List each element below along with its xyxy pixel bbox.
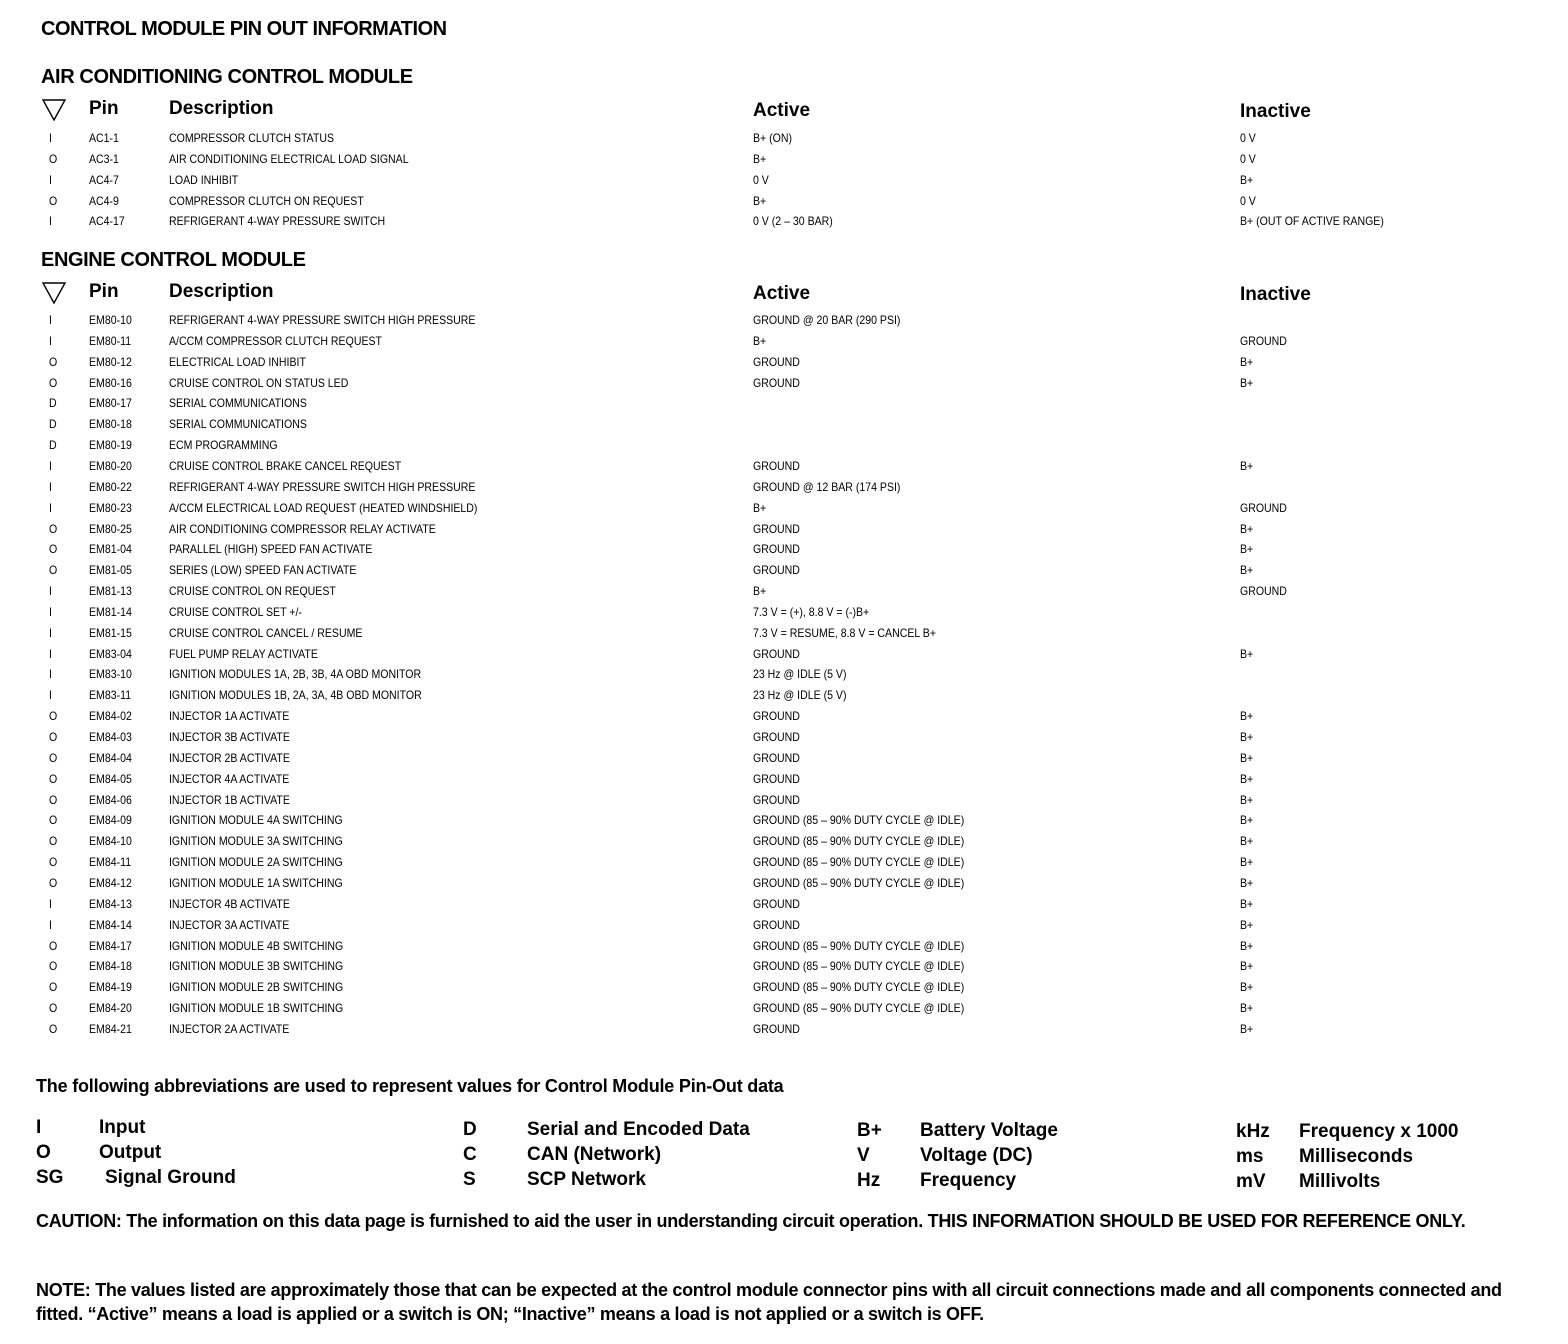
cell-description: INJECTOR 1A ACTIVATE bbox=[169, 709, 290, 724]
cell-direction: O bbox=[49, 1021, 58, 1036]
cell-direction: I bbox=[49, 313, 52, 327]
table-row bbox=[0, 626, 1568, 647]
cell-description: SERIES (LOW) SPEED FAN ACTIVATE bbox=[169, 563, 357, 578]
cell-active: GROUND (85 – 90% DUTY CYCLE @ IDLE) bbox=[753, 875, 965, 890]
table-row bbox=[0, 1001, 1568, 1022]
cell-pin: EM83-04 bbox=[89, 646, 132, 661]
table-row bbox=[0, 688, 1568, 709]
table-row bbox=[0, 959, 1568, 980]
cell-inactive: B+ bbox=[1240, 172, 1254, 187]
cell-active: GROUND (85 – 90% DUTY CYCLE @ IDLE) bbox=[753, 855, 965, 870]
cell-description: INJECTOR 4B ACTIVATE bbox=[169, 896, 290, 911]
cell-direction: O bbox=[49, 980, 58, 995]
cell-inactive: B+ bbox=[1240, 542, 1254, 557]
abbreviation-code: mV bbox=[1236, 1171, 1266, 1192]
abbreviation-meaning: Voltage (DC) bbox=[920, 1145, 1033, 1166]
abbreviation-meaning: Input bbox=[99, 1117, 146, 1138]
cell-description: IGNITION MODULE 4A SWITCHING bbox=[169, 813, 343, 828]
table-row bbox=[0, 918, 1568, 939]
cell-pin: EM81-13 bbox=[89, 584, 132, 599]
cell-inactive: 0 V bbox=[1240, 193, 1256, 208]
cell-pin: EM80-22 bbox=[89, 479, 132, 494]
cell-active: GROUND bbox=[753, 521, 800, 536]
abbreviation-meaning: SCP Network bbox=[527, 1169, 646, 1190]
cell-inactive: B+ bbox=[1240, 834, 1254, 849]
cell-active: B+ bbox=[753, 584, 767, 599]
table-row bbox=[0, 194, 1568, 215]
cell-description: IGNITION MODULES 1B, 2A, 3A, 4B OBD MONITOR bbox=[169, 688, 422, 703]
cell-direction: O bbox=[49, 375, 58, 390]
cell-active: GROUND bbox=[753, 1021, 800, 1036]
cell-description: IGNITION MODULE 4B SWITCHING bbox=[169, 938, 344, 953]
cell-active: GROUND (85 – 90% DUTY CYCLE @ IDLE) bbox=[753, 938, 965, 953]
abbreviation-code: S bbox=[463, 1169, 476, 1190]
abbreviation-meaning: Frequency x 1000 bbox=[1299, 1121, 1459, 1142]
cell-direction: I bbox=[49, 646, 52, 661]
cell-description: AIR CONDITIONING ELECTRICAL LOAD SIGNAL bbox=[169, 151, 409, 166]
cell-description: CRUISE CONTROL CANCEL / RESUME bbox=[169, 625, 363, 640]
cell-description: INJECTOR 3A ACTIVATE bbox=[169, 917, 290, 932]
cell-active: GROUND bbox=[753, 354, 800, 369]
cell-pin: EM84-04 bbox=[89, 750, 132, 765]
cell-active: 7.3 V = (+), 8.8 V = (-)B+ bbox=[753, 604, 870, 619]
cell-inactive: B+ bbox=[1240, 917, 1254, 932]
table-row bbox=[0, 563, 1568, 584]
cell-description: REFRIGERANT 4-WAY PRESSURE SWITCH HIGH PRESSURE bbox=[169, 313, 476, 327]
cell-inactive: B+ bbox=[1240, 771, 1254, 786]
cell-direction: O bbox=[49, 750, 58, 765]
table-row bbox=[0, 751, 1568, 772]
cell-pin: EM80-12 bbox=[89, 354, 132, 369]
cell-active: GROUND @ 20 BAR (290 PSI) bbox=[753, 313, 901, 327]
cell-active: GROUND (85 – 90% DUTY CYCLE @ IDLE) bbox=[753, 959, 965, 974]
page-title: CONTROL MODULE PIN OUT INFORMATION bbox=[41, 18, 447, 40]
cell-inactive: GROUND bbox=[1240, 333, 1287, 348]
cell-pin: EM81-04 bbox=[89, 542, 132, 557]
table-row bbox=[0, 313, 1568, 334]
table-row bbox=[0, 438, 1568, 459]
cell-pin: EM84-21 bbox=[89, 1021, 132, 1036]
note-text: NOTE: The values listed are approximately those that can be expected at the control module connector pins with all circuit connections made and all components connected and fitted. “Active” means a load is applied or a switch is ON; “Inactive” means a load is not applied or a switch is OFF. bbox=[36, 1280, 1502, 1324]
cell-pin: EM80-25 bbox=[89, 521, 132, 536]
abbreviation-code: kHz bbox=[1236, 1121, 1270, 1142]
section-title-acm: AIR CONDITIONING CONTROL MODULE bbox=[41, 66, 413, 88]
cell-description: IGNITION MODULE 3A SWITCHING bbox=[169, 834, 343, 849]
cell-inactive: B+ bbox=[1240, 709, 1254, 724]
abbreviation-meaning: Millivolts bbox=[1299, 1171, 1381, 1192]
cell-description: IGNITION MODULE 1A SWITCHING bbox=[169, 875, 343, 890]
cell-pin: EM84-13 bbox=[89, 896, 132, 911]
section-title-ecm: ENGINE CONTROL MODULE bbox=[41, 249, 306, 271]
abbreviation-code: V bbox=[857, 1145, 870, 1166]
cell-active: GROUND bbox=[753, 646, 800, 661]
cell-inactive: 0 V bbox=[1240, 151, 1256, 166]
cell-direction: I bbox=[49, 604, 52, 619]
cell-pin: EM84-14 bbox=[89, 917, 132, 932]
cell-description: COMPRESSOR CLUTCH STATUS bbox=[169, 131, 335, 145]
cell-direction: O bbox=[49, 1001, 58, 1016]
col-header-description: Description bbox=[169, 98, 274, 119]
col-header-description: Description bbox=[169, 281, 274, 302]
cell-direction: D bbox=[49, 417, 57, 432]
cell-direction: I bbox=[49, 917, 52, 932]
col-header-inactive: Inactive bbox=[1240, 101, 1311, 122]
cell-description: PARALLEL (HIGH) SPEED FAN ACTIVATE bbox=[169, 542, 373, 557]
cell-direction: O bbox=[49, 542, 58, 557]
cell-description: IGNITION MODULE 2A SWITCHING bbox=[169, 855, 343, 870]
table-row bbox=[0, 605, 1568, 626]
cell-inactive: B+ bbox=[1240, 354, 1254, 369]
cell-inactive: B+ bbox=[1240, 813, 1254, 828]
cell-active: 23 Hz @ IDLE (5 V) bbox=[753, 667, 847, 682]
table-row bbox=[0, 1022, 1568, 1043]
cell-pin: EM80-16 bbox=[89, 375, 132, 390]
cell-description: A/CCM COMPRESSOR CLUTCH REQUEST bbox=[169, 333, 382, 348]
table-row bbox=[0, 730, 1568, 751]
table-row bbox=[0, 584, 1568, 605]
col-header-pin: Pin bbox=[89, 98, 119, 119]
cell-direction: I bbox=[49, 667, 52, 682]
cell-inactive: B+ bbox=[1240, 792, 1254, 807]
cell-inactive: B+ bbox=[1240, 959, 1254, 974]
cell-active: 0 V (2 – 30 BAR) bbox=[753, 214, 833, 229]
table-row bbox=[0, 396, 1568, 417]
cell-direction: O bbox=[49, 813, 58, 828]
cell-inactive: B+ (OUT OF ACTIVE RANGE) bbox=[1240, 214, 1384, 229]
cell-pin: EM84-03 bbox=[89, 730, 132, 744]
cell-active: B+ bbox=[753, 333, 767, 348]
cell-active: GROUND bbox=[753, 458, 800, 473]
abbreviation-meaning: Milliseconds bbox=[1299, 1146, 1414, 1167]
table-row bbox=[0, 939, 1568, 960]
col-header-active: Active bbox=[753, 100, 811, 121]
col-header-active: Active bbox=[753, 283, 811, 304]
cell-pin: EM81-05 bbox=[89, 563, 132, 578]
table-row bbox=[0, 152, 1568, 173]
table-row bbox=[0, 417, 1568, 438]
cell-active: GROUND (85 – 90% DUTY CYCLE @ IDLE) bbox=[753, 980, 965, 995]
cell-direction: O bbox=[49, 771, 58, 786]
table-row bbox=[0, 709, 1568, 730]
cell-direction: I bbox=[49, 688, 52, 703]
cell-direction: I bbox=[49, 584, 52, 599]
table-row bbox=[0, 480, 1568, 501]
cell-direction: I bbox=[49, 479, 52, 494]
table-row bbox=[0, 793, 1568, 814]
cell-description: ECM PROGRAMMING bbox=[169, 438, 278, 453]
cell-active: GROUND bbox=[753, 792, 800, 807]
cell-description: IGNITION MODULE 1B SWITCHING bbox=[169, 1001, 344, 1016]
cell-direction: O bbox=[49, 354, 58, 369]
table-row bbox=[0, 459, 1568, 480]
cell-description: LOAD INHIBIT bbox=[169, 172, 239, 187]
cell-direction: I bbox=[49, 172, 52, 187]
cell-active: GROUND (85 – 90% DUTY CYCLE @ IDLE) bbox=[753, 1001, 965, 1016]
cell-pin: EM81-14 bbox=[89, 604, 132, 619]
cell-inactive: GROUND bbox=[1240, 500, 1287, 515]
table-row bbox=[0, 647, 1568, 668]
abbreviations-heading: The following abbreviations are used to represent values for Control Module Pin-Out data bbox=[36, 1076, 784, 1096]
table-row bbox=[0, 813, 1568, 834]
cell-description: CRUISE CONTROL BRAKE CANCEL REQUEST bbox=[169, 458, 402, 473]
cell-description: AIR CONDITIONING COMPRESSOR RELAY ACTIVATE bbox=[169, 521, 436, 536]
cell-pin: EM84-12 bbox=[89, 875, 132, 890]
cell-direction: I bbox=[49, 458, 52, 473]
cell-inactive: GROUND bbox=[1240, 584, 1287, 599]
cell-pin: EM84-19 bbox=[89, 980, 132, 995]
cell-pin: EM83-11 bbox=[89, 688, 132, 703]
cell-active: 0 V bbox=[753, 172, 769, 187]
table-row bbox=[0, 131, 1568, 152]
cell-pin: EM84-05 bbox=[89, 771, 132, 786]
cell-pin: AC1-1 bbox=[89, 131, 119, 145]
cell-description: SERIAL COMMUNICATIONS bbox=[169, 417, 307, 432]
abbreviation-code: B+ bbox=[857, 1120, 882, 1141]
table-row bbox=[0, 834, 1568, 855]
table-row bbox=[0, 501, 1568, 522]
cell-inactive: B+ bbox=[1240, 875, 1254, 890]
abbreviation-meaning: Serial and Encoded Data bbox=[527, 1119, 750, 1140]
cell-pin: EM84-10 bbox=[89, 834, 132, 849]
abbreviation-code: I bbox=[36, 1117, 42, 1138]
cell-active: GROUND bbox=[753, 917, 800, 932]
cell-pin: EM80-18 bbox=[89, 417, 132, 432]
cell-active: GROUND (85 – 90% DUTY CYCLE @ IDLE) bbox=[753, 813, 965, 828]
table-row bbox=[0, 334, 1568, 355]
cell-inactive: 0 V bbox=[1240, 131, 1256, 145]
table-row bbox=[0, 376, 1568, 397]
cell-active: GROUND bbox=[753, 563, 800, 578]
cell-direction: I bbox=[49, 333, 52, 348]
abbreviation-meaning: Signal Ground bbox=[105, 1167, 236, 1188]
cell-pin: EM83-10 bbox=[89, 667, 132, 682]
cell-pin: AC4-17 bbox=[89, 214, 125, 229]
table-row bbox=[0, 980, 1568, 1001]
cell-description: IGNITION MODULES 1A, 2B, 3B, 4A OBD MONITOR bbox=[169, 667, 422, 682]
cell-inactive: B+ bbox=[1240, 375, 1254, 390]
cell-description: FUEL PUMP RELAY ACTIVATE bbox=[169, 646, 318, 661]
cell-direction: O bbox=[49, 834, 58, 849]
cell-pin: EM80-11 bbox=[89, 333, 132, 348]
cell-direction: O bbox=[49, 959, 58, 974]
cell-description: CRUISE CONTROL ON STATUS LED bbox=[169, 375, 349, 390]
cell-active: GROUND bbox=[753, 709, 800, 724]
cell-inactive: B+ bbox=[1240, 730, 1254, 744]
cell-pin: EM84-20 bbox=[89, 1001, 132, 1016]
cell-pin: EM84-09 bbox=[89, 813, 132, 828]
cell-direction: I bbox=[49, 131, 52, 145]
cell-pin: EM80-17 bbox=[89, 396, 132, 411]
cell-direction: I bbox=[49, 896, 52, 911]
cell-description: INJECTOR 3B ACTIVATE bbox=[169, 730, 290, 744]
cell-pin: EM80-20 bbox=[89, 458, 132, 473]
cell-inactive: B+ bbox=[1240, 1001, 1254, 1016]
abbreviation-code: SG bbox=[36, 1167, 64, 1188]
table-row bbox=[0, 355, 1568, 376]
cell-direction: O bbox=[49, 521, 58, 536]
cell-pin: EM80-19 bbox=[89, 438, 132, 453]
cell-direction: D bbox=[49, 396, 57, 411]
direction-triangle-icon bbox=[42, 282, 66, 304]
cell-pin: AC3-1 bbox=[89, 151, 119, 166]
abbreviation-meaning: Battery Voltage bbox=[920, 1120, 1058, 1141]
cell-direction: O bbox=[49, 709, 58, 724]
abbreviation-meaning: Frequency bbox=[920, 1170, 1017, 1191]
cell-active: B+ bbox=[753, 193, 767, 208]
cell-direction: O bbox=[49, 938, 58, 953]
cell-active: GROUND bbox=[753, 730, 800, 744]
table-row bbox=[0, 214, 1568, 235]
cell-direction: D bbox=[49, 438, 57, 453]
caution-text: CAUTION: The information on this data page is furnished to aid the user in understanding circuit operation. THIS INFORMATION SHOULD BE USED FOR REFERENCE ONLY. bbox=[36, 1211, 1466, 1231]
cell-description: IGNITION MODULE 2B SWITCHING bbox=[169, 980, 344, 995]
cell-pin: EM84-02 bbox=[89, 709, 132, 724]
abbreviation-code: ms bbox=[1236, 1146, 1264, 1167]
cell-active: GROUND (85 – 90% DUTY CYCLE @ IDLE) bbox=[753, 834, 965, 849]
abbreviation-meaning: Output bbox=[99, 1142, 162, 1163]
cell-inactive: B+ bbox=[1240, 521, 1254, 536]
cell-direction: I bbox=[49, 500, 52, 515]
cell-pin: EM81-15 bbox=[89, 625, 132, 640]
abbreviation-code: Hz bbox=[857, 1170, 881, 1191]
cell-description: SERIAL COMMUNICATIONS bbox=[169, 396, 307, 411]
cell-active: B+ bbox=[753, 500, 767, 515]
cell-inactive: B+ bbox=[1240, 938, 1254, 953]
cell-direction: O bbox=[49, 855, 58, 870]
cell-pin: EM84-11 bbox=[89, 855, 132, 870]
abbreviation-code: O bbox=[36, 1142, 51, 1163]
cell-inactive: B+ bbox=[1240, 855, 1254, 870]
cell-direction: O bbox=[49, 193, 58, 208]
cell-active: 7.3 V = RESUME, 8.8 V = CANCEL B+ bbox=[753, 625, 937, 640]
abbreviation-meaning: CAN (Network) bbox=[527, 1144, 662, 1165]
cell-active: B+ bbox=[753, 151, 767, 166]
cell-direction: O bbox=[49, 151, 58, 166]
cell-description: INJECTOR 4A ACTIVATE bbox=[169, 771, 290, 786]
cell-inactive: B+ bbox=[1240, 563, 1254, 578]
cell-active: GROUND bbox=[753, 542, 800, 557]
cell-direction: I bbox=[49, 214, 52, 229]
cell-inactive: B+ bbox=[1240, 896, 1254, 911]
cell-pin: EM80-10 bbox=[89, 313, 132, 327]
direction-triangle-icon bbox=[42, 99, 66, 121]
cell-pin: EM84-18 bbox=[89, 959, 132, 974]
cell-description: INJECTOR 2B ACTIVATE bbox=[169, 750, 290, 765]
cell-active: 23 Hz @ IDLE (5 V) bbox=[753, 688, 847, 703]
cell-description: INJECTOR 2A ACTIVATE bbox=[169, 1021, 290, 1036]
cell-description: REFRIGERANT 4-WAY PRESSURE SWITCH HIGH PRESSURE bbox=[169, 479, 476, 494]
table-row bbox=[0, 897, 1568, 918]
cell-direction: I bbox=[49, 625, 52, 640]
cell-active: GROUND bbox=[753, 750, 800, 765]
cell-direction: O bbox=[49, 563, 58, 578]
cell-inactive: B+ bbox=[1240, 980, 1254, 995]
cell-inactive: B+ bbox=[1240, 750, 1254, 765]
cell-inactive: B+ bbox=[1240, 458, 1254, 473]
cell-active: B+ (ON) bbox=[753, 131, 793, 145]
cell-description: IGNITION MODULE 3B SWITCHING bbox=[169, 959, 344, 974]
table-row bbox=[0, 522, 1568, 543]
table-row bbox=[0, 173, 1568, 194]
cell-description: ELECTRICAL LOAD INHIBIT bbox=[169, 354, 306, 369]
cell-pin: AC4-7 bbox=[89, 172, 119, 187]
abbreviation-code: C bbox=[463, 1144, 477, 1165]
cell-inactive: B+ bbox=[1240, 1021, 1254, 1036]
cell-pin: EM84-17 bbox=[89, 938, 132, 953]
cell-active: GROUND @ 12 BAR (174 PSI) bbox=[753, 479, 901, 494]
cell-pin: EM84-06 bbox=[89, 792, 132, 807]
cell-direction: O bbox=[49, 730, 58, 744]
cell-direction: O bbox=[49, 792, 58, 807]
cell-active: GROUND bbox=[753, 896, 800, 911]
table-row bbox=[0, 667, 1568, 688]
cell-description: COMPRESSOR CLUTCH ON REQUEST bbox=[169, 193, 364, 208]
col-header-inactive: Inactive bbox=[1240, 284, 1311, 305]
table-row bbox=[0, 876, 1568, 897]
table-row bbox=[0, 772, 1568, 793]
cell-description: A/CCM ELECTRICAL LOAD REQUEST (HEATED WINDSHIELD) bbox=[169, 500, 478, 515]
cell-description: REFRIGERANT 4-WAY PRESSURE SWITCH bbox=[169, 214, 386, 229]
table-row bbox=[0, 855, 1568, 876]
cell-inactive: B+ bbox=[1240, 646, 1254, 661]
col-header-pin: Pin bbox=[89, 281, 119, 302]
table-row bbox=[0, 542, 1568, 563]
cell-pin: EM80-23 bbox=[89, 500, 132, 515]
cell-description: CRUISE CONTROL ON REQUEST bbox=[169, 584, 336, 599]
cell-direction: O bbox=[49, 875, 58, 890]
cell-active: GROUND bbox=[753, 771, 800, 786]
abbreviation-code: D bbox=[463, 1119, 477, 1140]
cell-pin: AC4-9 bbox=[89, 193, 119, 208]
cell-description: CRUISE CONTROL SET +/- bbox=[169, 604, 302, 619]
cell-description: INJECTOR 1B ACTIVATE bbox=[169, 792, 290, 807]
cell-active: GROUND bbox=[753, 375, 800, 390]
